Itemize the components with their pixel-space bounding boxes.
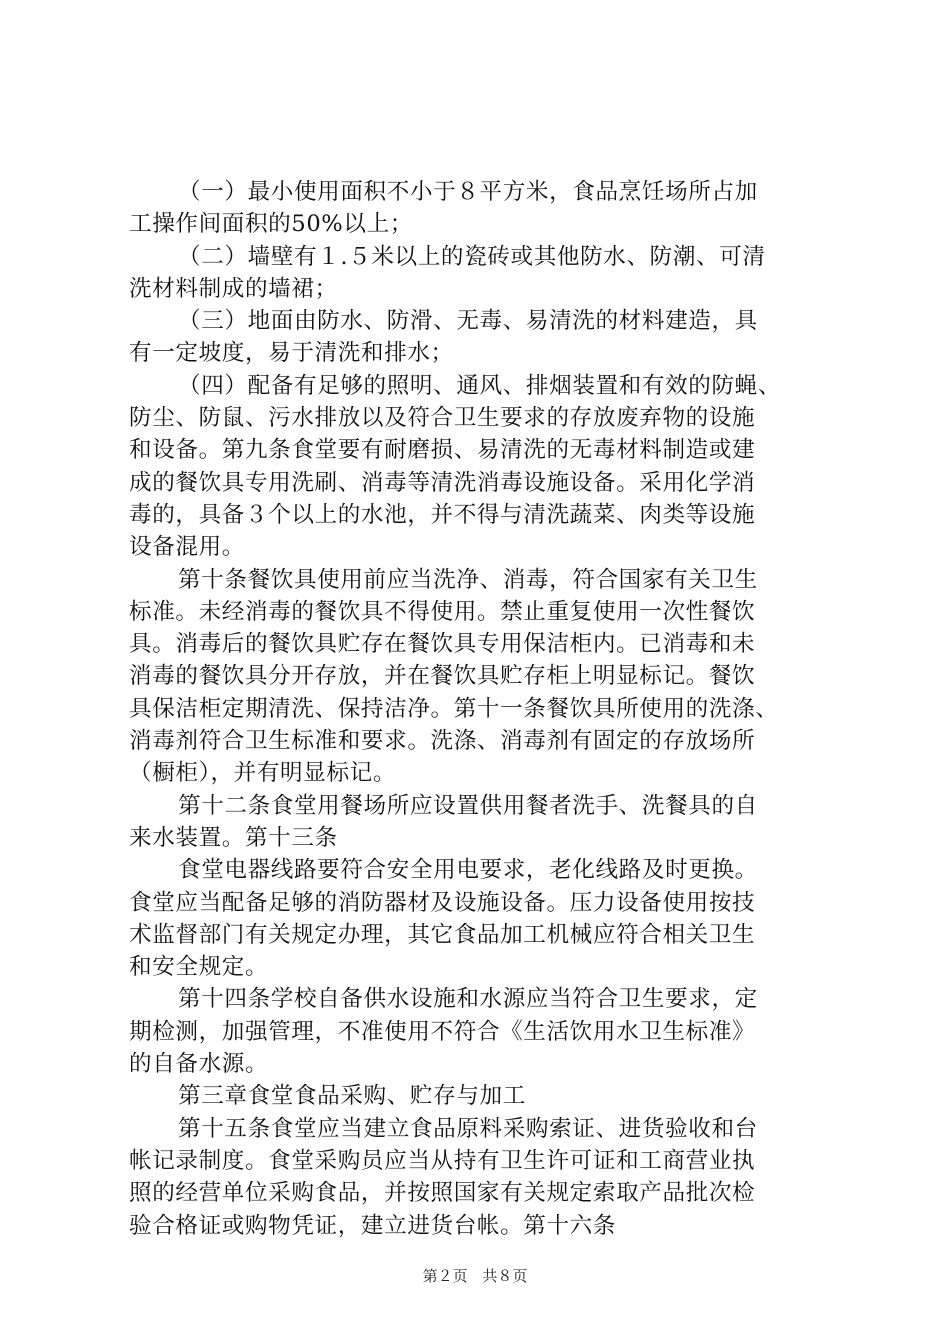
- text-line: 标准。未经消毒的餐饮具不得使用。禁止重复使用一次性餐饮: [129, 598, 756, 625]
- page-total: 共８页: [482, 1267, 528, 1285]
- page-number: 第２页: [422, 1267, 468, 1285]
- text-line: 防尘、防鼠、污水排放以及符合卫生要求的存放废弃物的设施: [129, 405, 756, 432]
- text-line: 期检测，加强管理，不准使用不符合《生活饮用水卫生标准》: [129, 1018, 756, 1045]
- text-line: 来水装置。第十三条: [129, 824, 338, 851]
- text-line: （二）墙壁有１.５米以上的瓷砖或其他防水、防潮、可清: [178, 243, 766, 270]
- text-line: 设备混用。: [129, 534, 245, 561]
- text-line: 第三章食堂食品采购、贮存与加工: [178, 1083, 526, 1110]
- text-line: 第十四条学校自备供水设施和水源应当符合卫生要求，定: [178, 986, 758, 1013]
- text-line: 洗材料制成的墙裙；: [129, 275, 338, 302]
- text-line: 毒的，具备３个以上的水池，并不得与清洗蔬菜、肉类等设施: [129, 501, 756, 528]
- text-line: 照的经营单位采购食品，并按照国家有关规定索取产品批次检: [129, 1180, 756, 1207]
- text-line: 消毒剂符合卫生标准和要求。洗涤、消毒剂有固定的存放场所: [129, 728, 756, 755]
- document-body: [129, 176, 849, 1242]
- text-line: 食堂应当配备足够的消防器材及设施设备。压力设备使用按技: [129, 889, 756, 916]
- text-line: （橱柜），并有明显标记。: [129, 760, 397, 787]
- text-line: 具保洁柜定期清洗、保持洁净。第十一条餐饮具所使用的洗涤、: [129, 695, 779, 722]
- text-line: 验合格证或购物凭证，建立进货台帐。第十六条: [129, 1212, 617, 1239]
- text-line: （四）配备有足够的照明、通风、排烟装置和有效的防蝇、: [178, 372, 782, 399]
- text-line: 和安全规定。: [129, 954, 269, 981]
- text-line: （三）地面由防水、防滑、无毒、易清洗的材料建造，具: [178, 308, 758, 335]
- text-line: 具。消毒后的餐饮具贮存在餐饮具专用保洁柜内。已消毒和未: [129, 631, 756, 658]
- text-line: 的自备水源。: [129, 1051, 269, 1078]
- text-line: 消毒的餐饮具分开存放，并在餐饮具贮存柜上明显标记。餐饮: [129, 663, 756, 690]
- page-footer: [0, 1266, 950, 1286]
- text-line: 工操作间面积的50%以上；: [129, 211, 413, 238]
- text-line: 食堂电器线路要符合安全用电要求，老化线路及时更换。: [178, 857, 758, 884]
- text-line: 第十五条食堂应当建立食品原料采购索证、进货验收和台: [178, 1115, 758, 1142]
- text-line: 和设备。第九条食堂要有耐磨损、易清洗的无毒材料制造或建: [129, 437, 756, 464]
- text-line: 帐记录制度。食堂采购员应当从持有卫生许可证和工商营业执: [129, 1147, 756, 1174]
- text-line: （一）最小使用面积不小于８平方米，食品烹饪场所占加: [178, 179, 758, 205]
- text-line: 第十条餐饮具使用前应当洗净、消毒，符合国家有关卫生: [178, 566, 758, 593]
- text-line: 术监督部门有关规定办理，其它食品加工机械应符合相关卫生: [129, 921, 756, 948]
- text-line: 成的餐饮具专用洗刷、消毒等清洗消毒设施设备。采用化学消: [129, 469, 756, 496]
- text-line: 有一定坡度，易于清洗和排水；: [129, 340, 454, 367]
- text-line: 第十二条食堂用餐场所应设置供用餐者洗手、洗餐具的自: [178, 792, 758, 819]
